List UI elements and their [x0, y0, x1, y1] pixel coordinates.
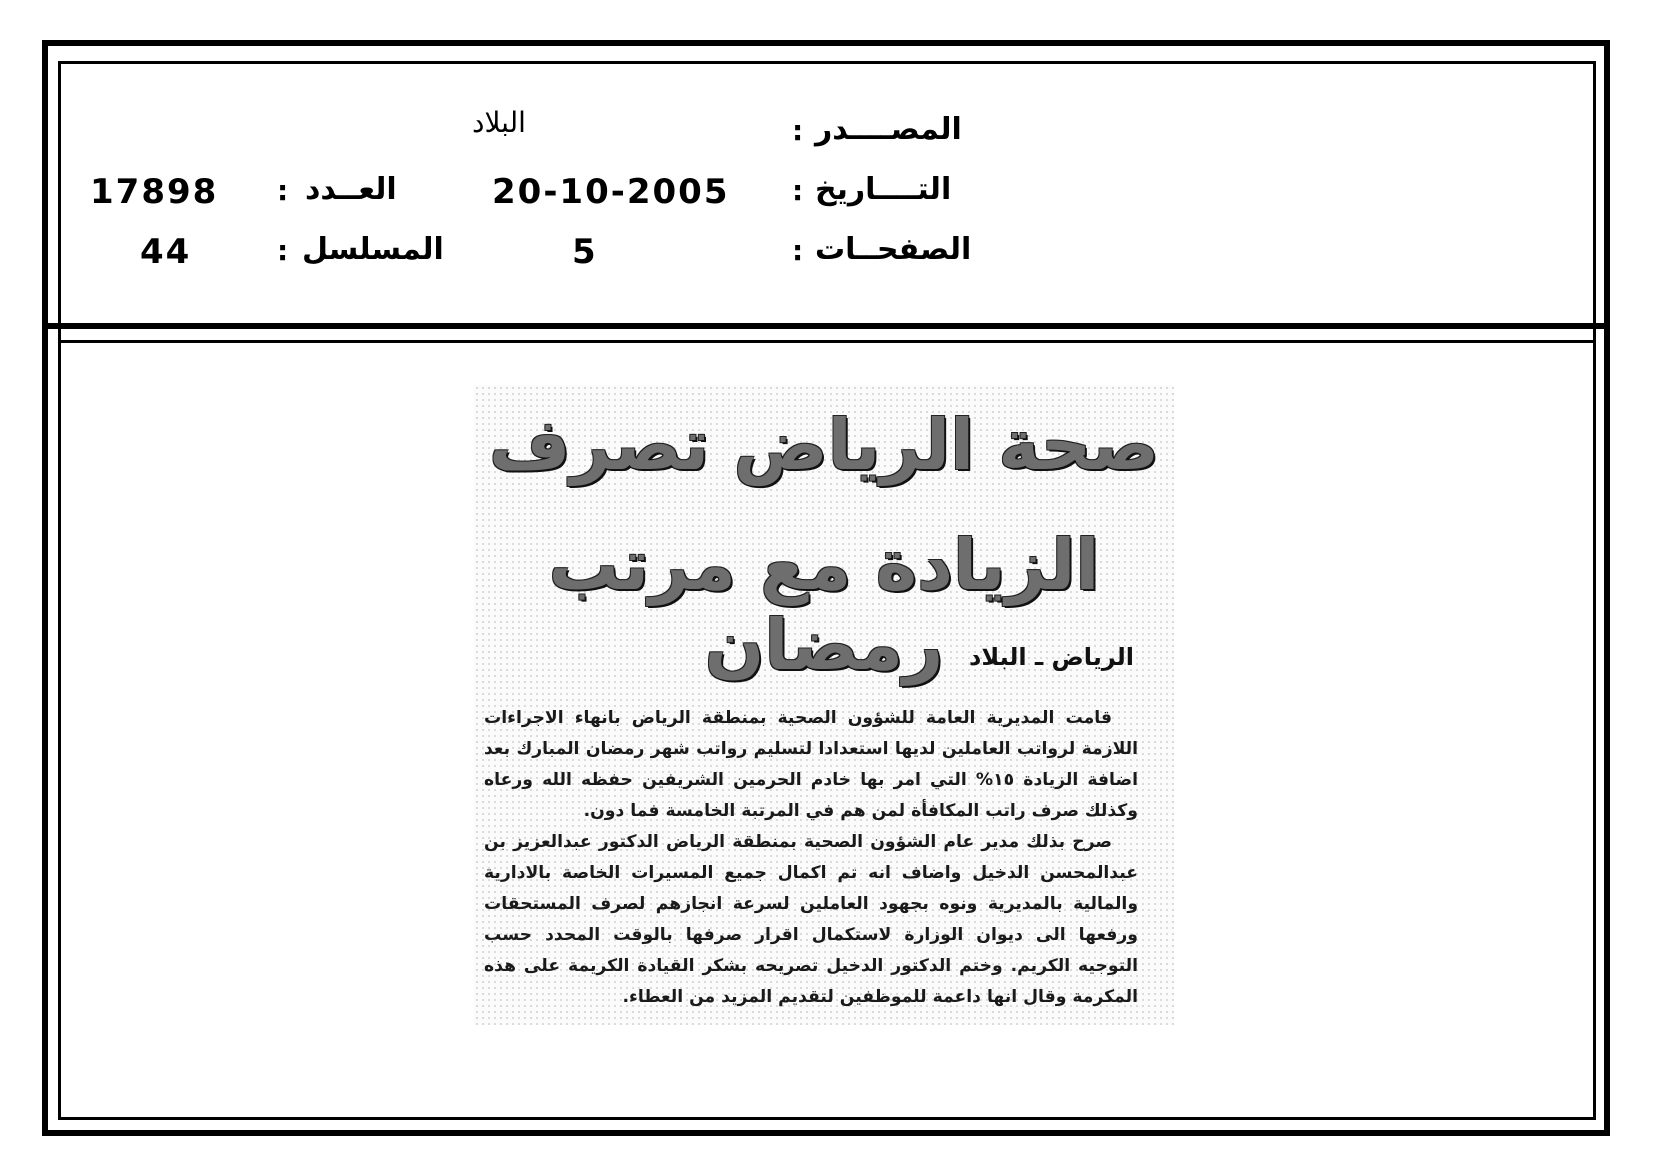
pages-label: الصفحــات — [815, 232, 972, 267]
header-divider-thin — [58, 340, 1596, 343]
newspaper-clipping — [474, 385, 1174, 1025]
issue-label: العــدد — [305, 172, 397, 207]
article-paragraph-2: صرح بذلك مدير عام الشؤون الصحية بمنطقة الرياض الدكتور عبدالعزيز بن عبدالمحسن الدخيل واضاف انه تم اكمال جميع المسيرات الخاصة بالادارية والمالية بالمديرية ونوه بجهود العاملين لسرعة انجازهم لصرف المستحقات ورفعها الى ديوان الوزارة لاستكمال اقرار صرفها بالوقت المحدد حسب التوجيه الكريم. وختم الدكتور الدخيل تصريحه بشكر القيادة الكريمة على هذه المكرمة وقال انها داعمة للموظفين لتقديم المزيد من العطاء. — [484, 832, 1138, 1007]
headline-line-2: الزيادة مع مرتب رمضان — [548, 524, 1100, 686]
article-byline: الرياض ـ البلاد — [969, 643, 1134, 671]
header-divider — [42, 323, 1610, 329]
serial-value: 44 — [140, 232, 192, 272]
pages-value: 5 — [572, 232, 598, 272]
date-label: التــــاريخ — [815, 172, 952, 207]
article-paragraph-1: قامت المديرية العامة للشؤون الصحية بمنطقة الرياض بانهاء الاجراءات اللازمة لرواتب العاملين لديها استعدادا لتسليم رواتب شهر رمضان المبارك بعد اضافة الزيادة ١٥% التي امر بها خادم الحرمين الشريفين حفظه الله ورعاه وكذلك صرف راتب المكافأة لمن هم في المرتبة الخامسة فما دون. — [484, 708, 1138, 821]
source-colon: : — [792, 114, 804, 147]
source-label: المصــــدر — [815, 112, 962, 147]
headline-line-1: صحة الرياض تصرف — [489, 404, 1159, 486]
source-value: البلاد — [472, 106, 526, 139]
issue-value: 17898 — [90, 172, 219, 212]
article-body — [484, 703, 1138, 1013]
pages-colon: : — [792, 234, 804, 267]
date-value: 20-10-2005 — [492, 172, 730, 212]
issue-colon: : — [277, 174, 289, 207]
serial-colon: : — [277, 234, 289, 267]
serial-label: المسلسل — [302, 232, 444, 267]
date-colon: : — [792, 174, 804, 207]
